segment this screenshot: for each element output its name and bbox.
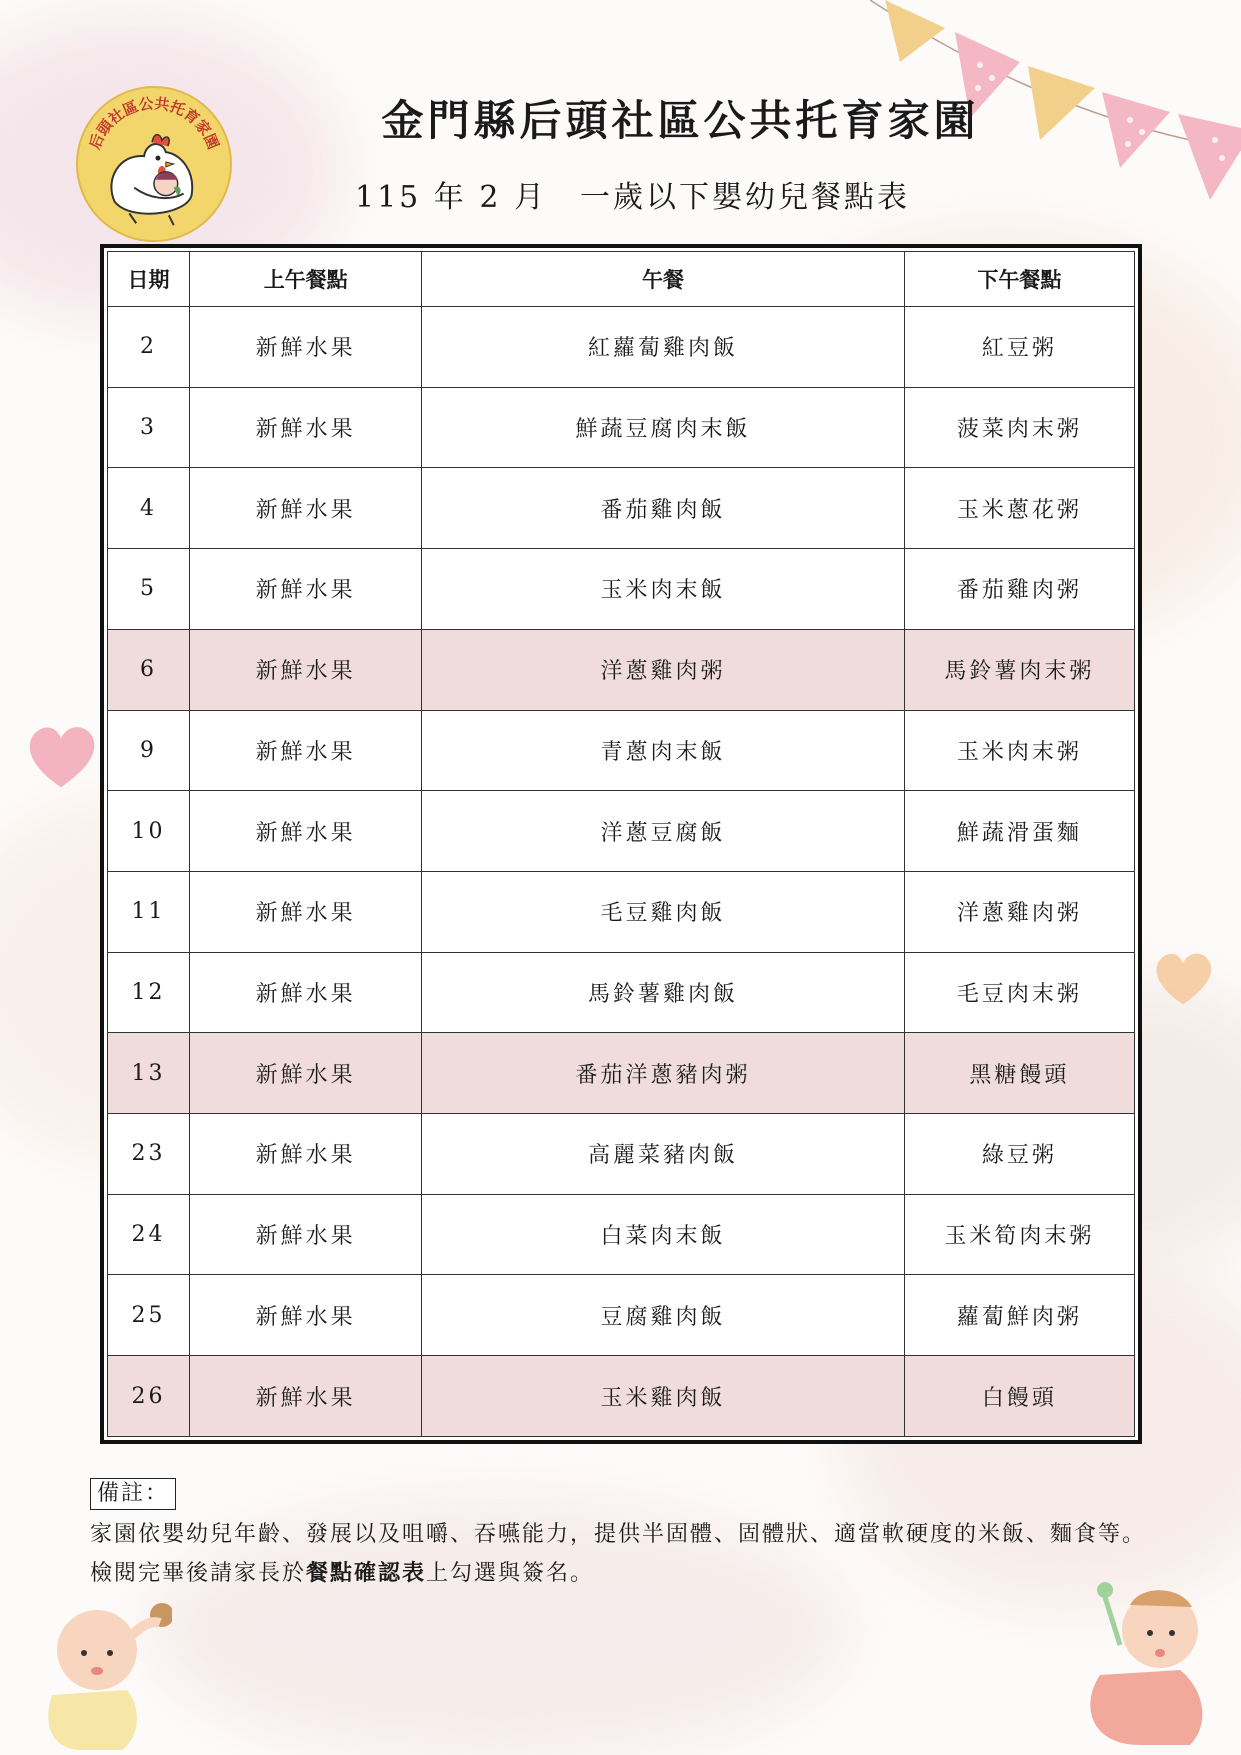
cell-date: 5 [108, 549, 190, 630]
cell-date: 23 [108, 1114, 190, 1195]
cell-afternoon: 玉米肉末粥 [904, 710, 1134, 791]
column-header-afternoon: 下午餐點 [904, 252, 1134, 307]
table-row [108, 1114, 1135, 1195]
table-row [108, 468, 1135, 549]
cell-afternoon: 洋蔥雞肉粥 [904, 871, 1134, 952]
cell-afternoon: 黑糖饅頭 [904, 1033, 1134, 1114]
cell-afternoon: 玉米筍肉末粥 [904, 1194, 1134, 1275]
baby-icon [1060, 1575, 1225, 1745]
page-subtitle: 115 年 2 月 一歲以下嬰幼兒餐點表 [355, 180, 910, 215]
cell-morning: 新鮮水果 [190, 629, 422, 710]
table-row [108, 871, 1135, 952]
cell-morning: 新鮮水果 [190, 1275, 422, 1356]
notes-text [90, 1516, 1150, 1593]
heart-icon [1150, 945, 1216, 1011]
column-header-date: 日期 [108, 252, 190, 307]
notes-section [90, 1475, 1150, 1593]
column-header-morning: 上午餐點 [190, 252, 422, 307]
cell-lunch: 鮮蔬豆腐肉末飯 [422, 387, 904, 468]
cell-morning: 新鮮水果 [190, 710, 422, 791]
cell-morning: 新鮮水果 [190, 1033, 422, 1114]
cell-date: 9 [108, 710, 190, 791]
cell-lunch: 豆腐雞肉飯 [422, 1275, 904, 1356]
cell-lunch: 馬鈴薯雞肉飯 [422, 952, 904, 1033]
cell-lunch: 洋蔥雞肉粥 [422, 629, 904, 710]
table-row [108, 549, 1135, 630]
notes-text-after: 上勾選與簽名。 [426, 1561, 595, 1586]
cell-date: 4 [108, 468, 190, 549]
menu-table [107, 251, 1135, 1437]
cell-lunch: 青蔥肉末飯 [422, 710, 904, 791]
cell-morning: 新鮮水果 [190, 1356, 422, 1437]
cell-morning: 新鮮水果 [190, 468, 422, 549]
cell-morning: 新鮮水果 [190, 1114, 422, 1195]
cell-morning: 新鮮水果 [190, 791, 422, 872]
cell-lunch: 玉米雞肉飯 [422, 1356, 904, 1437]
cell-morning: 新鮮水果 [190, 549, 422, 630]
cell-date: 3 [108, 387, 190, 468]
cell-afternoon: 紅豆粥 [904, 307, 1134, 388]
cell-afternoon: 綠豆粥 [904, 1114, 1134, 1195]
table-row [108, 1033, 1135, 1114]
cell-lunch: 番茄洋蔥豬肉粥 [422, 1033, 904, 1114]
table-row [108, 710, 1135, 791]
table-row [108, 791, 1135, 872]
notes-label: 備註： [90, 1478, 176, 1510]
menu-table-frame [100, 244, 1142, 1444]
table-row [108, 1356, 1135, 1437]
table-row [108, 1275, 1135, 1356]
table-header-row [108, 252, 1135, 307]
cell-date: 10 [108, 791, 190, 872]
cell-morning: 新鮮水果 [190, 871, 422, 952]
cell-lunch: 玉米肉末飯 [422, 549, 904, 630]
column-header-lunch: 午餐 [422, 252, 904, 307]
cell-date: 12 [108, 952, 190, 1033]
cell-afternoon: 毛豆肉末粥 [904, 952, 1134, 1033]
cell-lunch: 白菜肉末飯 [422, 1194, 904, 1275]
cell-date: 24 [108, 1194, 190, 1275]
table-row [108, 387, 1135, 468]
notes-text-before: 家園依嬰幼兒年齡、發展以及咀嚼、吞嚥能力，提供半固體、固體狀、適當軟硬度的米飯、麵食等。檢閱完畢後請家長於 [90, 1522, 1147, 1586]
cell-date: 13 [108, 1033, 190, 1114]
notes-text-bold: 餐點確認表 [306, 1560, 427, 1586]
cell-afternoon: 馬鈴薯肉末粥 [904, 629, 1134, 710]
cell-lunch: 洋蔥豆腐飯 [422, 791, 904, 872]
logo-text: 后頭社區公共托育家園 [86, 95, 222, 152]
page-title-text: 金門縣后頭社區公共托育家園 [381, 96, 980, 145]
cell-afternoon: 白饅頭 [904, 1356, 1134, 1437]
cell-date: 26 [108, 1356, 190, 1437]
cell-date: 11 [108, 871, 190, 952]
cell-afternoon: 蘿蔔鮮肉粥 [904, 1275, 1134, 1356]
table-row [108, 307, 1135, 388]
cell-lunch: 紅蘿蔔雞肉飯 [422, 307, 904, 388]
cell-date: 2 [108, 307, 190, 388]
cell-afternoon: 番茄雞肉粥 [904, 549, 1134, 630]
table-row [108, 629, 1135, 710]
page-title [0, 88, 1241, 148]
baby-icon [22, 1585, 172, 1750]
cell-afternoon: 菠菜肉末粥 [904, 387, 1134, 468]
cell-morning: 新鮮水果 [190, 387, 422, 468]
cell-morning: 新鮮水果 [190, 307, 422, 388]
cell-lunch: 毛豆雞肉飯 [422, 871, 904, 952]
cell-afternoon: 鮮蔬滑蛋麵 [904, 791, 1134, 872]
cell-lunch: 番茄雞肉飯 [422, 468, 904, 549]
cell-date: 6 [108, 629, 190, 710]
cell-date: 25 [108, 1275, 190, 1356]
table-row [108, 952, 1135, 1033]
cell-afternoon: 玉米蔥花粥 [904, 468, 1134, 549]
cell-morning: 新鮮水果 [190, 952, 422, 1033]
menu-table-body [108, 307, 1135, 1437]
cell-lunch: 高麗菜豬肉飯 [422, 1114, 904, 1195]
heart-icon [22, 715, 100, 797]
cell-morning: 新鮮水果 [190, 1194, 422, 1275]
table-row [108, 1194, 1135, 1275]
